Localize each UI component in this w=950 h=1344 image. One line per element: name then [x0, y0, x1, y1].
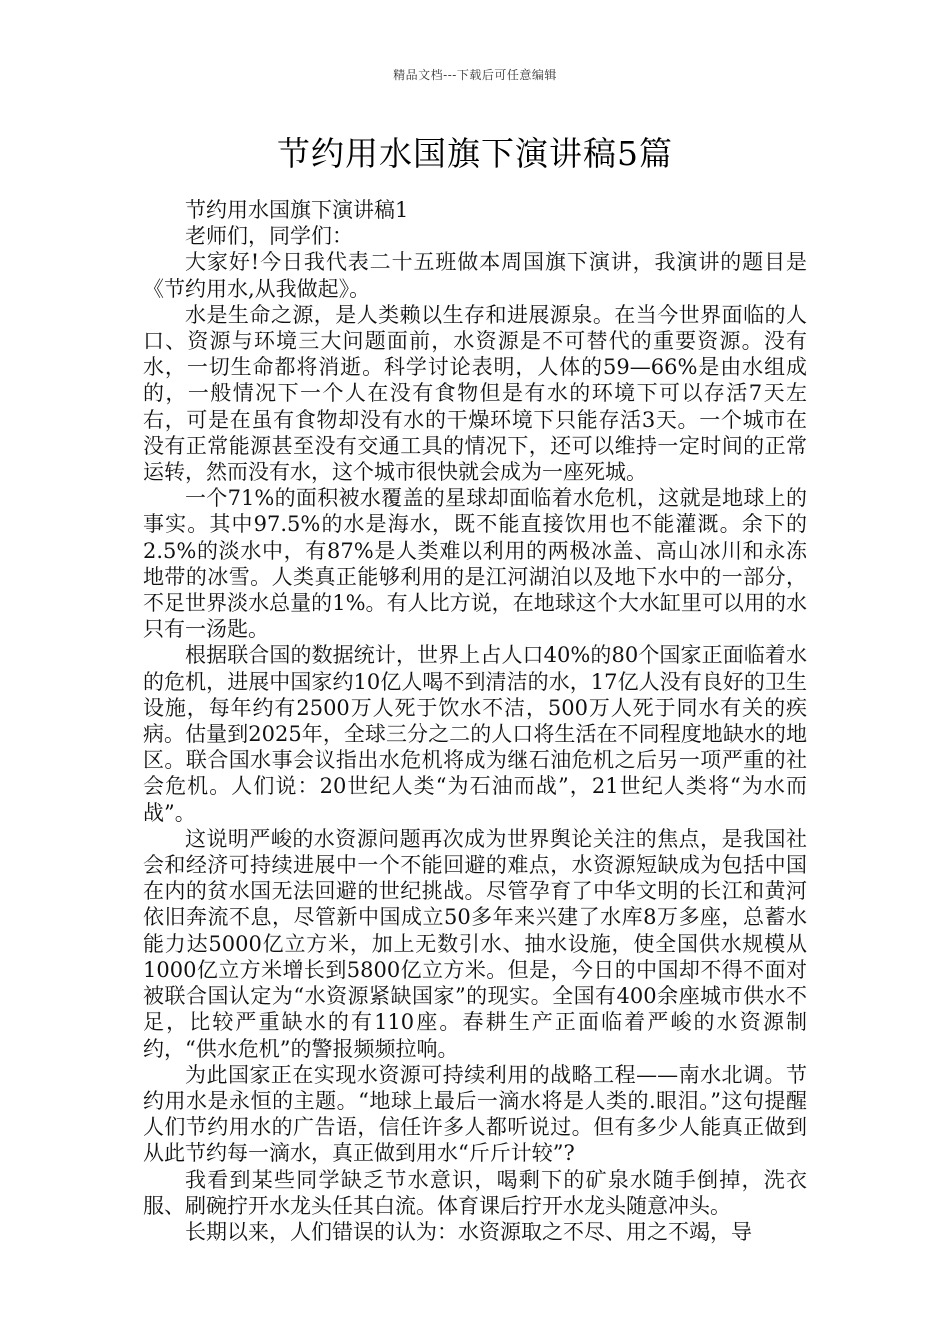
page-header: 精品文档---下载后可任意编辑 [393, 68, 557, 82]
paragraph-greeting: 老师们，同学们： [185, 224, 353, 249]
paragraph: 水是生命之源，是人类赖以生存和进展源泉。在当今世界面临的人口、资源与环境三大问题面前，水资源是不可替代的重要资源。没有水，一切生命都将消逝。科学讨论表明，人体的59—66%是由水组成的，一般情况下一个人在没有食物但是有水的环境下可以存活7天左右，可是在虽有食物却没有水的干燥环境下只能存活3天。一个城市在没有正常能源甚至没有交通工具的情况下，还可以维持一定时间的正常运转，然而没有水，这个城市很快就会成为一座死城。 [143, 302, 807, 485]
paragraph: 这说明严峻的水资源问题再次成为世界舆论关注的焦点，是我国社会和经济可持续进展中一个不能回避的难点，水资源短缺成为包括中国在内的贫水国无法回避的世纪挑战。尽管孕育了中华文明的长江和黄河依旧奔流不息，尽管新中国成立50多年来兴建了水库8万多座，总蓄水能力达5000亿立方米，加上无数引水、抽水设施，使全国供水规模从1000亿立方米增长到5800亿立方米。但是，今日的中国却不得不面对被联合国认定为“水资源紧缺国家”的现实。全国有400余座城市供水不足，比较严重缺水的有110座。春耕生产正面临着严峻的水资源制约，“供水危机”的警报频频拉响。 [143, 826, 807, 1061]
paragraph: 根据联合国的数据统计，世界上占人口40%的80个国家正面临着水的危机，进展中国家约10亿人喝不到清洁的水，17亿人没有良好的卫生设施，每年约有2500万人死于饮水不洁，500万人死于同水有关的疾病。估量到2025年，全球三分之二的人口将生活在不同程度地缺水的地区。联合国水事会议指出水危机将成为继石油危机之后另一项严重的社会危机。人们说：20世纪人类“为石油而战”，21世纪人类将“为水而战”。 [143, 643, 807, 825]
document-title: 节约用水国旗下演讲稿5篇 [277, 134, 673, 173]
document-body [143, 197, 807, 1245]
paragraph: 我看到某些同学缺乏节水意识，喝剩下的矿泉水随手倒掉，洗衣服、刷碗拧开水龙头任其白流。体育课后拧开水龙头随意冲头。 [143, 1167, 807, 1218]
paragraph-subtitle: 节约用水国旗下演讲稿1 [185, 198, 409, 222]
paragraph: 大家好!今日我代表二十五班做本周国旗下演讲，我演讲的题目是《节约用水,从我做起》。 [143, 250, 807, 301]
paragraph: 一个71%的面积被水覆盖的星球却面临着水危机，这就是地球上的事实。其中97.5%的水是海水，既不能直接饮用也不能灌溉。余下的2.5%的淡水中，有87%是人类难以利用的两极冰盖、高山冰川和永冻地带的冰雪。人类真正能够利用的是江河湖泊以及地下水中的一部分，不足世界淡水总量的1%。有人比方说，在地球这个大水缸里可以用的水只有一汤匙。 [143, 486, 807, 642]
paragraph: 为此国家正在实现水资源可持续利用的战略工程——南水北调。节约用水是永恒的主题。“地球上最后一滴水将是人类的.眼泪。”这句提醒人们节约用水的广告语，信任许多人都听说过。但有多少人能真正做到从此节约每一滴水，真正做到用水“斤斤计较”? [143, 1062, 807, 1166]
paragraph: 长期以来，人们错误的认为：水资源取之不尽、用之不竭，导 [185, 1219, 752, 1244]
